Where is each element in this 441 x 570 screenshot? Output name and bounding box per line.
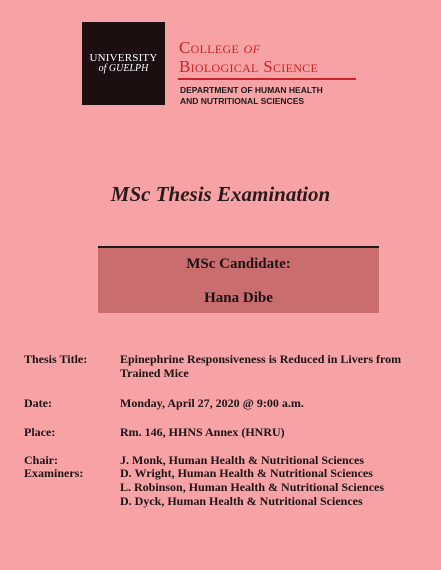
examiner-item: D. Wright, Human Health & Nutritional Sciences [120, 466, 373, 480]
university-logo [82, 22, 165, 105]
examiner-item: L. Robinson, Human Health & Nutritional Sciences [120, 480, 385, 494]
examiners-list [120, 466, 420, 508]
place-value: Rm. 146, HHNS Annex (HNRU) [120, 425, 285, 439]
examiners-label: Examiners: [24, 466, 84, 480]
chair-value: J. Monk, Human Health & Nutritional Sciences [120, 453, 365, 467]
college-name [179, 38, 318, 76]
candidate-label: MSc Candidate: [186, 256, 291, 272]
department-line-2: AND NUTRITIONAL SCIENCES [180, 96, 305, 106]
chair-label: Chair: [24, 453, 58, 467]
college-divider [178, 78, 356, 80]
examiner-item: D. Dyck, Human Health & Nutritional Sciences [120, 494, 363, 508]
exam-title: MSc Thesis Examination [110, 182, 331, 206]
college-of-word: of [243, 38, 261, 57]
date-label: Date: [24, 396, 52, 410]
logo-guelph-text: of GUELPH [98, 63, 149, 74]
date-value: Monday, April 27, 2020 @ 9:00 a.m. [120, 396, 304, 410]
place-label: Place: [24, 425, 56, 439]
logo-university-text: UNIVERSITY [89, 52, 158, 64]
college-biological-science: Biological Science [179, 57, 319, 76]
thesis-title-value: Epinephrine Responsiveness is Reduced in Livers from Trained Mice [120, 352, 402, 380]
department-line-1: DEPARTMENT OF HUMAN HEALTH [180, 85, 323, 95]
college-word: College [179, 38, 240, 57]
candidate-box [98, 246, 379, 313]
candidate-name: Hana Dibe [204, 290, 273, 306]
thesis-title-label: Thesis Title: [24, 352, 88, 366]
department-name [180, 85, 323, 107]
